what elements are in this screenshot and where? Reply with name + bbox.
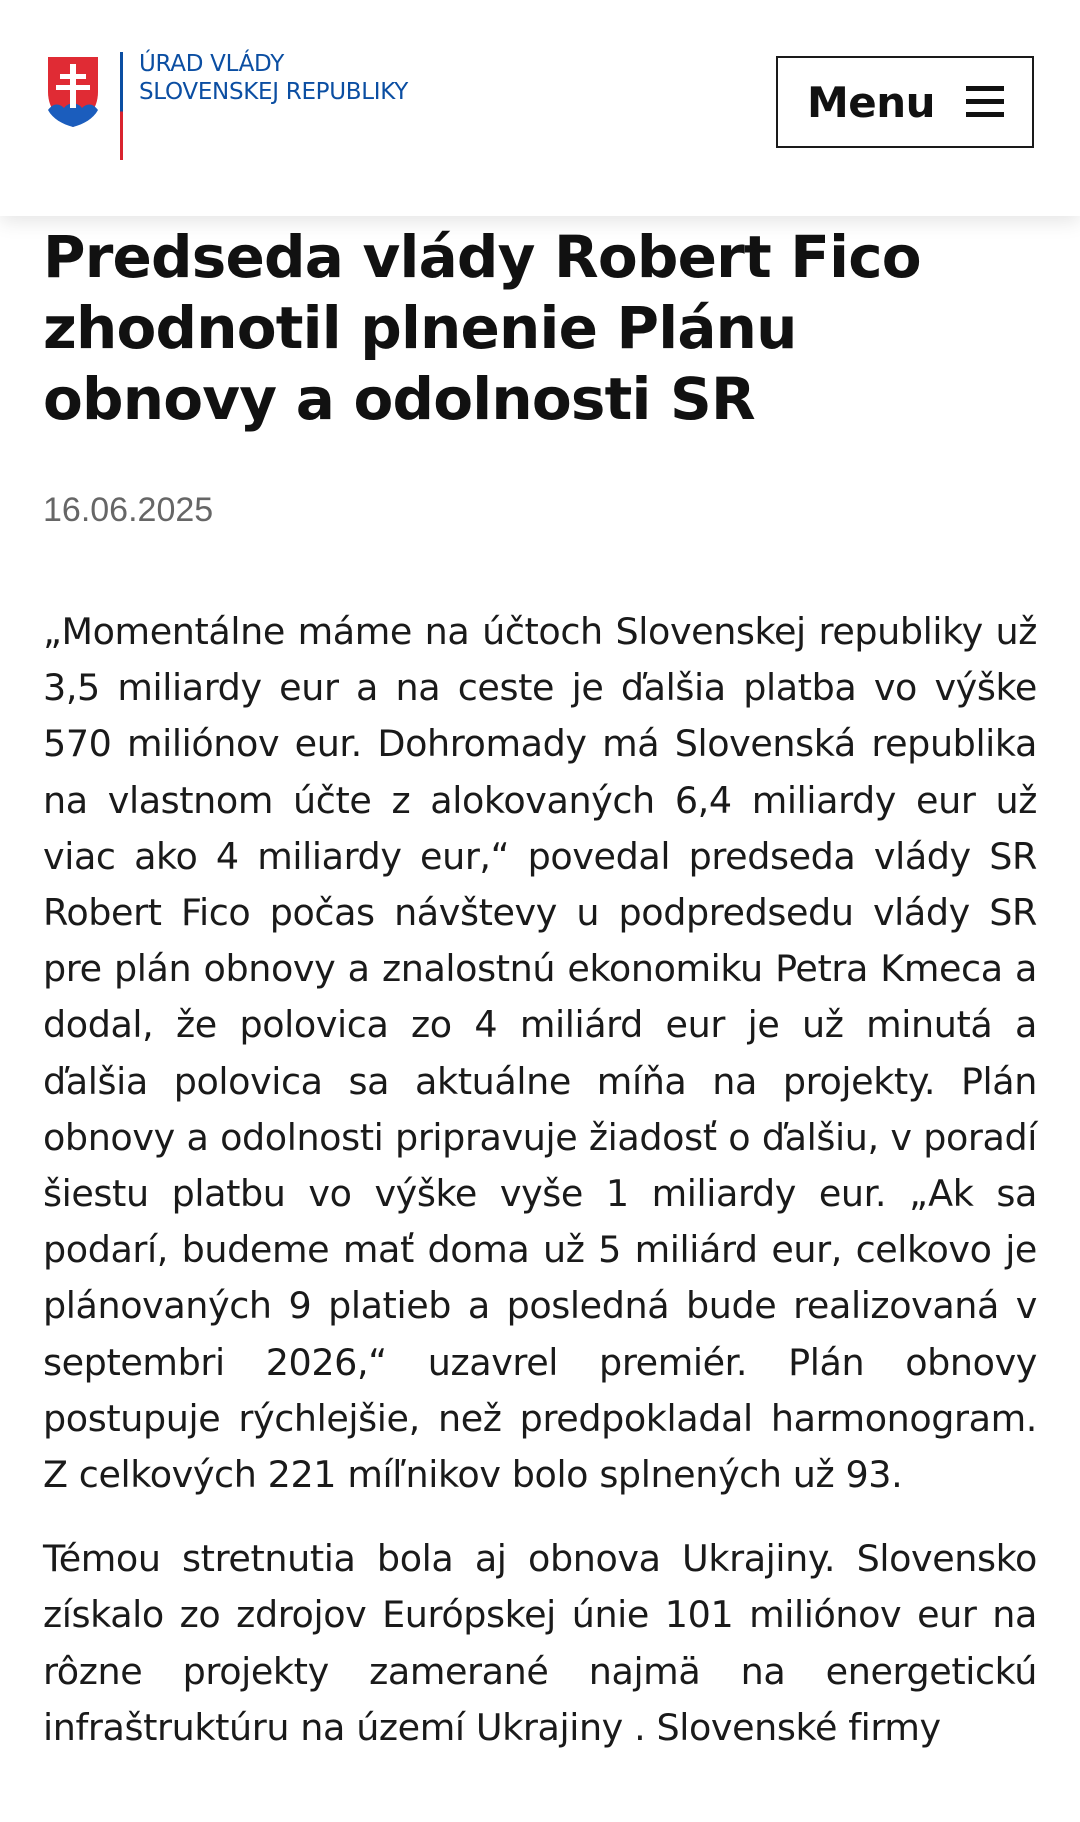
logo-divider [120,52,123,160]
article-paragraph: „Momentálne máme na účtoch Slovenskej republiky už 3,5 miliardy eur a na ceste je ďalšia platba vo výške 570 miliónov eur. Dohromady má Slovenská republika na vlastnom účte z alokovaných 6,4 miliardy eur už viac ako 4 miliardy eur,“ povedal predseda vlády SR Robert Fico počas návštevy u podpredsedu vlády SR pre plán obnovy a znalostnú ekonomiku Petra Kmeca a dodal, že polovica zo 4 miliárd eur je už minutá a ďalšia polovica sa aktuálne míňa na projekty. Plán obnovy a odolnosti pripravuje žiadosť o ďalšiu, v poradí šiestu platbu vo výške vyše 1 miliardy eur. „Ak sa podarí, budeme mať doma už 5 miliárd eur, celkovo je plánovaných 9 platieb a posledná bude realizovaná v septembri 2026,“ uzavrel premiér. Plán obnovy postupuje rýchlejšie, než predpokladal harmonogram. Z celkových 221 míľnikov bolo splnených už 93. [43,610,1037,1497]
slovak-coat-of-arms-icon [42,52,104,132]
site-logo[interactable] [42,52,408,160]
site-header [0,0,1080,216]
hamburger-icon [966,86,1004,118]
logo-line-2: SLOVENSKEJ REPUBLIKY [139,79,408,105]
article-paragraph: Témou stretnutia bola aj obnova Ukrajiny. Slovensko získalo zo zdrojov Európskej únie 101 miliónov eur na rôzne projekty zamerané najmä na energetickú infraštruktúru na území Ukrajiny . Slovenské firmy [43,1537,1037,1749]
logo-text [139,50,408,106]
menu-button-label: Menu [807,77,936,127]
article-date: 16.06.2025 [43,491,214,529]
logo-line-1: ÚRAD VLÁDY [139,51,284,77]
article-title: Predseda vlády Robert Fico zhodnotil plnenie Plánu obnovy a odolnosti SR [43,223,921,433]
article-body [43,604,1037,1756]
menu-button[interactable] [776,56,1034,148]
article [43,222,1037,1784]
